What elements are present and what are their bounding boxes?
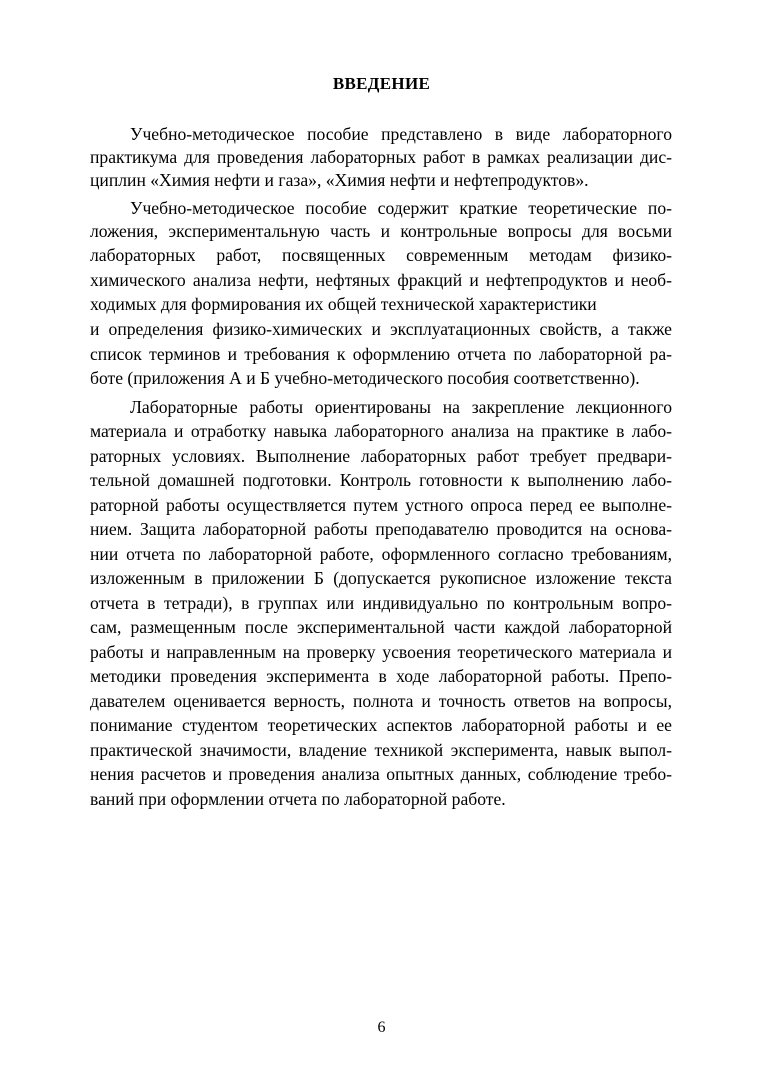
paragraph-3-line-7: нии отчета по лабораторной работе, оформленного согласно требованиям,	[90, 544, 672, 564]
page-title: ВВЕДЕНИЕ	[332, 74, 431, 93]
paragraph-3-line-3: раторных условиях. Выполнение лабораторных работ требует предвари-	[90, 446, 672, 466]
paragraph-3-line-15: практической значимости, владение техникой эксперимента, навык выпол-	[90, 740, 672, 760]
paragraph-3-line-9: отчета в тетради), в группах или индивидуально по контрольным вопро-	[90, 593, 672, 613]
paragraph-2-line-3: лабораторных работ, посвященных современным методам физико-	[90, 245, 672, 265]
paragraph-2-line-2: ложения, экспериментальную часть и контрольные вопросы для восьми	[90, 221, 672, 241]
paragraph-3-line-10: сам, размещенным после экспериментальной части каждой лабораторной	[90, 617, 672, 637]
paragraph-3-line-1: Лабораторные работы ориентированы на закрепление лекционного	[130, 397, 672, 417]
paragraph-1-line-3: циплин «Химия нефти и газа», «Химия нефти и нефтепродуктов».	[90, 170, 589, 190]
paragraph-1-line-1: Учебно-методическое пособие представлено в виде лабораторного	[130, 124, 672, 144]
paragraph-3-line-13: давателем оценивается верность, полнота и точность ответов на вопросы,	[90, 691, 672, 711]
paragraph-3-line-11: работы и направленным на проверку усвоения теоретического материала и	[90, 642, 672, 662]
paragraph-3-line-17: ваний при оформлении отчета по лабораторной работе.	[90, 789, 506, 809]
paragraph-3-line-8: изложенным в приложении Б (допускается рукописное изложение текста	[90, 568, 672, 588]
paragraph-3-line-5: раторной работы осуществляется путем устного опроса перед ее выполне-	[90, 495, 672, 515]
paragraph-3-line-6: нием. Защита лабораторной работы преподавателю проводится на основа-	[90, 519, 672, 539]
paragraph-3-line-2: материала и отработку навыка лабораторного анализа на практике в лабо-	[90, 421, 672, 441]
page-number: 6	[377, 1019, 386, 1036]
paragraph-2-line-5: ходимых для формирования их общей технической характеристики	[90, 294, 597, 314]
paragraph-1-line-2: практикума для проведения лабораторных работ в рамках реализации дис-	[90, 147, 672, 167]
paragraph-2-line-7: список терминов и требования к оформлению отчета по лабораторной ра-	[90, 344, 672, 364]
paragraph-3-line-16: нения расчетов и проведения анализа опытных данных, соблюдение требо-	[90, 764, 672, 784]
paragraph-2-line-4: химического анализа нефти, нефтяных фракций и нефтепродуктов и необ-	[90, 270, 672, 290]
paragraph-2-line-8: боте (приложения А и Б учебно-методического пособия соответственно).	[90, 368, 640, 388]
paragraph-3-line-14: понимание студентом теоретических аспектов лабораторной работы и ее	[90, 715, 672, 735]
paragraph-3-line-12: методики проведения эксперимента в ходе лабораторной работы. Препо-	[90, 666, 672, 686]
paragraph-2-line-6: и определения физико-химических и эксплуатационных свойств, а также	[90, 319, 672, 339]
paragraph-2-line-1: Учебно-методическое пособие содержит краткие теоретические по-	[130, 198, 672, 218]
paragraph-3-line-4: тельной домашней подготовки. Контроль готовности к выполнению лабо-	[90, 470, 672, 490]
